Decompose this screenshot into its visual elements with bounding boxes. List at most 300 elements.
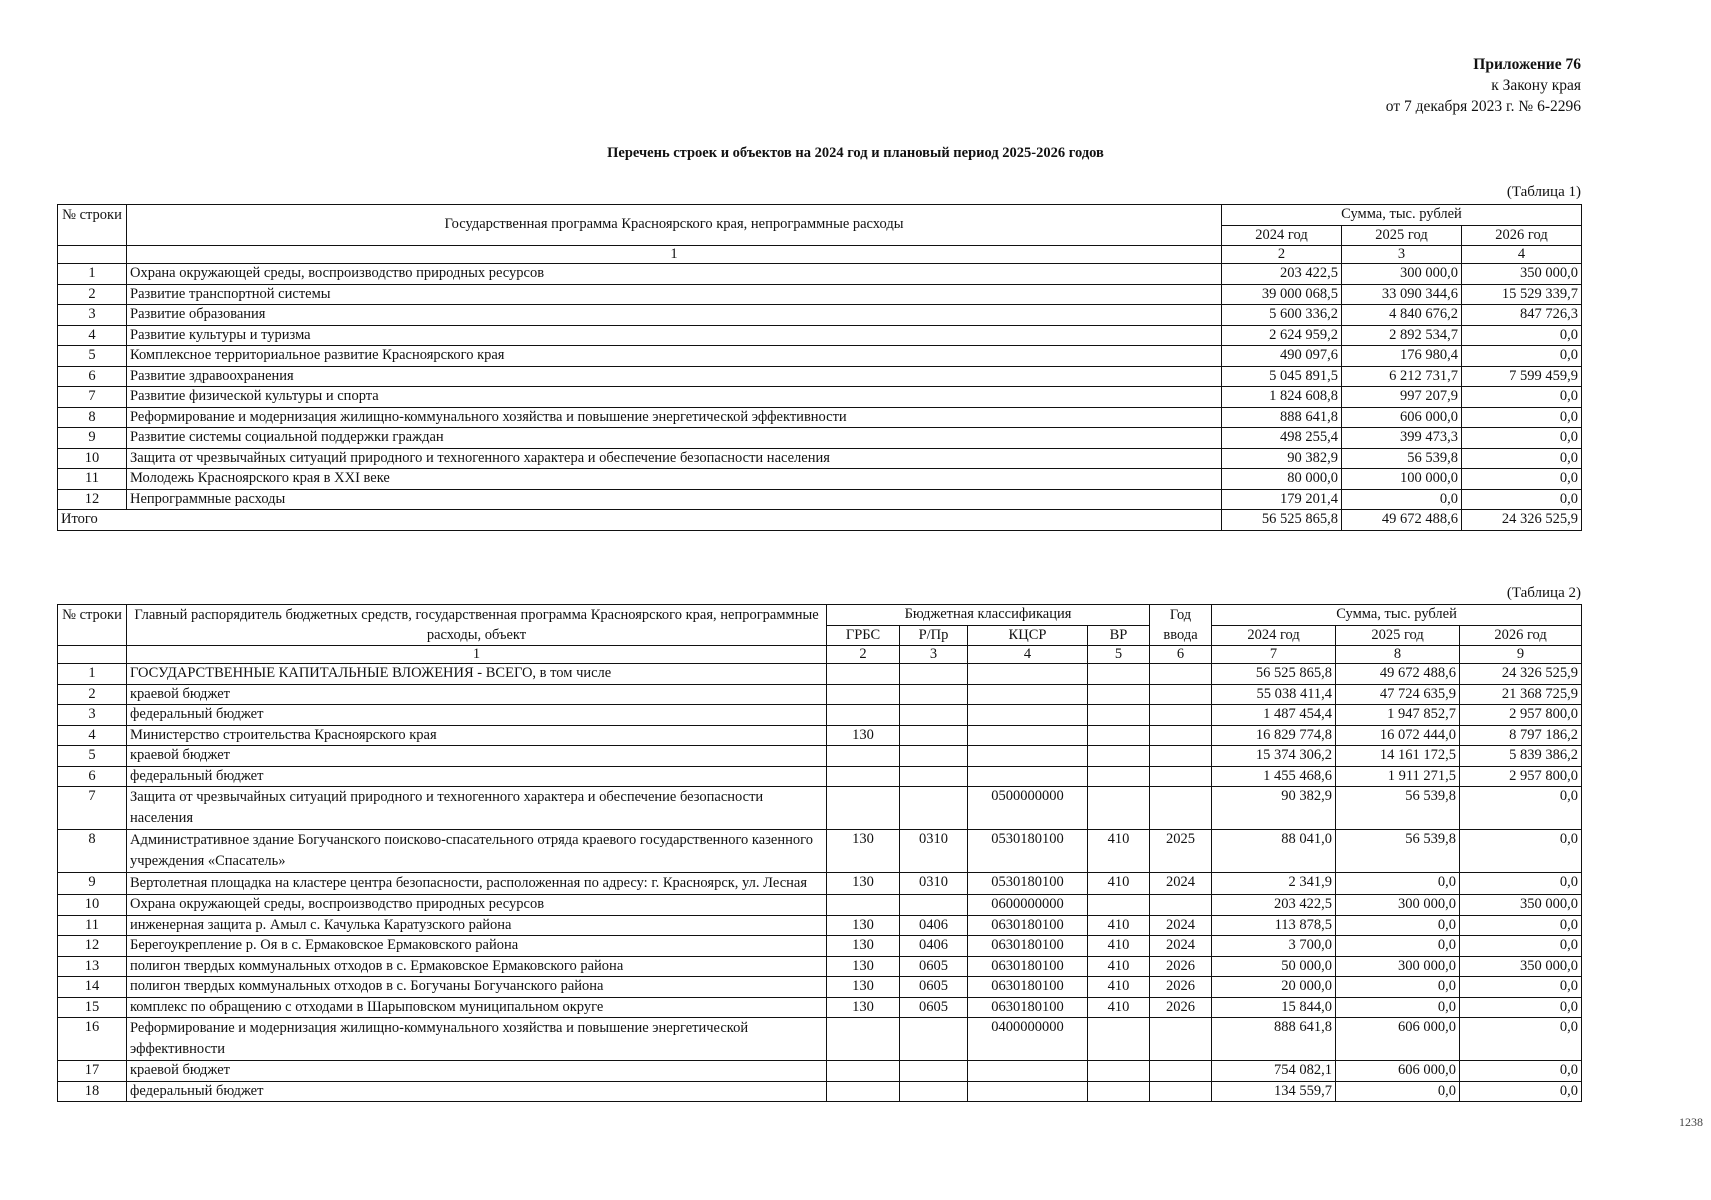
kcsr-code: 0630180100 bbox=[968, 915, 1088, 936]
sum-2025: 2 892 534,7 bbox=[1342, 325, 1462, 346]
t1-head-2025: 2025 год bbox=[1342, 225, 1462, 246]
rpr-code: 0310 bbox=[900, 873, 968, 895]
row-number: 18 bbox=[58, 1081, 127, 1102]
sum-2024: 5 045 891,5 bbox=[1222, 366, 1342, 387]
row-number: 1 bbox=[58, 264, 127, 285]
commission-year bbox=[1150, 684, 1212, 705]
sum-2025: 16 072 444,0 bbox=[1336, 725, 1460, 746]
row-number: 10 bbox=[58, 895, 127, 916]
program-name: Развитие физической культуры и спорта bbox=[127, 387, 1222, 408]
object-name: ГОСУДАРСТВЕННЫЕ КАПИТАЛЬНЫЕ ВЛОЖЕНИЯ - ВСЕГО, в том числе bbox=[127, 664, 827, 685]
rpr-code bbox=[900, 766, 968, 787]
t1-total-label: Итого bbox=[58, 510, 1222, 531]
sum-2024: 16 829 774,8 bbox=[1212, 725, 1336, 746]
table2-label: (Таблица 2) bbox=[1506, 585, 1581, 601]
sum-2026: 24 326 525,9 bbox=[1460, 664, 1582, 685]
row-number: 12 bbox=[58, 936, 127, 957]
program-name: Охрана окружающей среды, воспроизводство природных ресурсов bbox=[127, 264, 1222, 285]
vr-code: 410 bbox=[1088, 830, 1150, 873]
vr-code bbox=[1088, 1081, 1150, 1102]
sum-2025: 606 000,0 bbox=[1342, 407, 1462, 428]
sum-2024: 55 038 411,4 bbox=[1212, 684, 1336, 705]
row-number: 8 bbox=[58, 830, 127, 873]
vr-code: 410 bbox=[1088, 873, 1150, 895]
sum-2026: 8 797 186,2 bbox=[1460, 725, 1582, 746]
rpr-code bbox=[900, 746, 968, 767]
t2-head-sum: Сумма, тыс. рублей bbox=[1212, 605, 1582, 626]
commission-year bbox=[1150, 1081, 1212, 1102]
sum-2026: 350 000,0 bbox=[1460, 895, 1582, 916]
row-number: 8 bbox=[58, 407, 127, 428]
sum-2025: 0,0 bbox=[1336, 915, 1460, 936]
row-number: 7 bbox=[58, 787, 127, 830]
row-number: 17 bbox=[58, 1061, 127, 1082]
t1-total-2026: 24 326 525,9 bbox=[1462, 510, 1582, 531]
rpr-code: 0605 bbox=[900, 977, 968, 998]
commission-year bbox=[1150, 746, 1212, 767]
sum-2026: 0,0 bbox=[1460, 936, 1582, 957]
row-number: 5 bbox=[58, 346, 127, 367]
commission-year bbox=[1150, 725, 1212, 746]
kcsr-code: 0630180100 bbox=[968, 936, 1088, 957]
vr-code bbox=[1088, 766, 1150, 787]
object-name: полигон твердых коммунальных отходов в с. Ермаковское Ермаковского района bbox=[127, 956, 827, 977]
vr-code: 410 bbox=[1088, 977, 1150, 998]
t1-colnum: 4 bbox=[1462, 246, 1582, 264]
t1-head-2026: 2026 год bbox=[1462, 225, 1582, 246]
grbs-code: 130 bbox=[827, 936, 900, 957]
grbs-code: 130 bbox=[827, 725, 900, 746]
t2-head-2025: 2025 год bbox=[1336, 625, 1460, 646]
table-row bbox=[58, 469, 1582, 490]
sum-2026: 0,0 bbox=[1460, 830, 1582, 873]
sum-2025: 606 000,0 bbox=[1336, 1018, 1460, 1061]
sum-2024: 1 455 468,6 bbox=[1212, 766, 1336, 787]
table-row bbox=[58, 366, 1582, 387]
vr-code: 410 bbox=[1088, 997, 1150, 1018]
object-name: Реформирование и модернизация жилищно-коммунального хозяйства и повышение энергетической эффективности bbox=[127, 1018, 827, 1061]
sum-2025: 100 000,0 bbox=[1342, 469, 1462, 490]
sum-2026: 0,0 bbox=[1462, 469, 1582, 490]
row-number: 2 bbox=[58, 284, 127, 305]
commission-year bbox=[1150, 787, 1212, 830]
sum-2026: 0,0 bbox=[1460, 997, 1582, 1018]
table-row bbox=[58, 977, 1582, 998]
row-number: 12 bbox=[58, 489, 127, 510]
sum-2024: 498 255,4 bbox=[1222, 428, 1342, 449]
row-number: 3 bbox=[58, 305, 127, 326]
sum-2026: 15 529 339,7 bbox=[1462, 284, 1582, 305]
kcsr-code bbox=[968, 725, 1088, 746]
kcsr-code bbox=[968, 1081, 1088, 1102]
sum-2024: 88 041,0 bbox=[1212, 830, 1336, 873]
sum-2025: 56 539,8 bbox=[1336, 830, 1460, 873]
table-row bbox=[58, 264, 1582, 285]
sum-2026: 0,0 bbox=[1462, 325, 1582, 346]
kcsr-code bbox=[968, 664, 1088, 685]
table-row bbox=[58, 305, 1582, 326]
row-number: 15 bbox=[58, 997, 127, 1018]
table-row bbox=[58, 448, 1582, 469]
row-number: 4 bbox=[58, 725, 127, 746]
t2-colnum: 2 bbox=[827, 646, 900, 664]
t1-head-num: № строки bbox=[58, 205, 127, 246]
appendix-number: Приложение 76 bbox=[1473, 56, 1581, 73]
t2-colnum: 3 bbox=[900, 646, 968, 664]
sum-2026: 0,0 bbox=[1460, 915, 1582, 936]
t2-head-2024: 2024 год bbox=[1212, 625, 1336, 646]
commission-year: 2026 bbox=[1150, 956, 1212, 977]
commission-year: 2024 bbox=[1150, 873, 1212, 895]
kcsr-code: 0600000000 bbox=[968, 895, 1088, 916]
sum-2025: 1 911 271,5 bbox=[1336, 766, 1460, 787]
sum-2024: 20 000,0 bbox=[1212, 977, 1336, 998]
t1-total-2025: 49 672 488,6 bbox=[1342, 510, 1462, 531]
grbs-code bbox=[827, 1018, 900, 1061]
t2-head-bk: Бюджетная классификация bbox=[827, 605, 1150, 626]
sum-2024: 1 824 608,8 bbox=[1222, 387, 1342, 408]
page-number: 1238 bbox=[1679, 1115, 1703, 1129]
program-name: Развитие здравоохранения bbox=[127, 366, 1222, 387]
t1-colnum bbox=[58, 246, 127, 264]
object-name: Защита от чрезвычайных ситуаций природного и техногенного характера и обеспечение безопасности населения bbox=[127, 787, 827, 830]
t2-colnum: 9 bbox=[1460, 646, 1582, 664]
t2-head-vr: ВР bbox=[1088, 625, 1150, 646]
sum-2026: 0,0 bbox=[1460, 787, 1582, 830]
t2-colnum: 4 bbox=[968, 646, 1088, 664]
grbs-code bbox=[827, 766, 900, 787]
sum-2025: 0,0 bbox=[1336, 977, 1460, 998]
sum-2026: 847 726,3 bbox=[1462, 305, 1582, 326]
t2-colnum: 8 bbox=[1336, 646, 1460, 664]
commission-year bbox=[1150, 664, 1212, 685]
sum-2024: 490 097,6 bbox=[1222, 346, 1342, 367]
vr-code: 410 bbox=[1088, 936, 1150, 957]
table-row bbox=[58, 346, 1582, 367]
t2-colnum: 1 bbox=[127, 646, 827, 664]
sum-2024: 888 641,8 bbox=[1222, 407, 1342, 428]
commission-year: 2026 bbox=[1150, 997, 1212, 1018]
grbs-code bbox=[827, 787, 900, 830]
table-row bbox=[58, 936, 1582, 957]
commission-year: 2024 bbox=[1150, 915, 1212, 936]
sum-2024: 50 000,0 bbox=[1212, 956, 1336, 977]
row-number: 3 bbox=[58, 705, 127, 726]
vr-code bbox=[1088, 705, 1150, 726]
table1-label: (Таблица 1) bbox=[1506, 184, 1581, 200]
rpr-code bbox=[900, 1018, 968, 1061]
row-number: 6 bbox=[58, 366, 127, 387]
table-row bbox=[58, 746, 1582, 767]
kcsr-code: 0630180100 bbox=[968, 997, 1088, 1018]
t2-head-num: № строки bbox=[58, 605, 127, 646]
sum-2025: 4 840 676,2 bbox=[1342, 305, 1462, 326]
commission-year bbox=[1150, 1061, 1212, 1082]
object-name: федеральный бюджет bbox=[127, 766, 827, 787]
grbs-code bbox=[827, 664, 900, 685]
object-name: краевой бюджет bbox=[127, 684, 827, 705]
t1-head-program: Государственная программа Красноярского края, непрограммные расходы bbox=[127, 205, 1222, 246]
row-number: 5 bbox=[58, 746, 127, 767]
sum-2025: 399 473,3 bbox=[1342, 428, 1462, 449]
t2-head-kcsr: КЦСР bbox=[968, 625, 1088, 646]
table-row bbox=[58, 684, 1582, 705]
sum-2026: 350 000,0 bbox=[1460, 956, 1582, 977]
sum-2025: 0,0 bbox=[1336, 936, 1460, 957]
sum-2024: 15 844,0 bbox=[1212, 997, 1336, 1018]
rpr-code bbox=[900, 725, 968, 746]
kcsr-code: 0400000000 bbox=[968, 1018, 1088, 1061]
object-name: краевой бюджет bbox=[127, 1061, 827, 1082]
sum-2024: 203 422,5 bbox=[1222, 264, 1342, 285]
grbs-code bbox=[827, 746, 900, 767]
rpr-code bbox=[900, 705, 968, 726]
kcsr-code: 0500000000 bbox=[968, 787, 1088, 830]
rpr-code: 0605 bbox=[900, 956, 968, 977]
sum-2025: 56 539,8 bbox=[1336, 787, 1460, 830]
table-row bbox=[58, 1018, 1582, 1061]
sum-2024: 15 374 306,2 bbox=[1212, 746, 1336, 767]
rpr-code: 0406 bbox=[900, 936, 968, 957]
program-name: Защита от чрезвычайных ситуаций природного и техногенного характера и обеспечение безопасности населения bbox=[127, 448, 1222, 469]
object-name: федеральный бюджет bbox=[127, 705, 827, 726]
table-row bbox=[58, 489, 1582, 510]
sum-2024: 134 559,7 bbox=[1212, 1081, 1336, 1102]
t2-colnum: 7 bbox=[1212, 646, 1336, 664]
t2-head-grbs: ГРБС bbox=[827, 625, 900, 646]
sum-2026: 0,0 bbox=[1460, 977, 1582, 998]
row-number: 11 bbox=[58, 915, 127, 936]
sum-2025: 1 947 852,7 bbox=[1336, 705, 1460, 726]
commission-year bbox=[1150, 895, 1212, 916]
sum-2025: 176 980,4 bbox=[1342, 346, 1462, 367]
t1-total-row bbox=[58, 510, 1582, 531]
t2-head-name: Главный распорядитель бюджетных средств, государственная программа Красноярского края, непрограммные расходы, объект bbox=[127, 605, 827, 646]
grbs-code bbox=[827, 895, 900, 916]
vr-code bbox=[1088, 664, 1150, 685]
grbs-code bbox=[827, 1061, 900, 1082]
sum-2025: 56 539,8 bbox=[1342, 448, 1462, 469]
kcsr-code: 0530180100 bbox=[968, 830, 1088, 873]
t1-total-2024: 56 525 865,8 bbox=[1222, 510, 1342, 531]
grbs-code: 130 bbox=[827, 997, 900, 1018]
rpr-code bbox=[900, 664, 968, 685]
table-row bbox=[58, 325, 1582, 346]
sum-2026: 5 839 386,2 bbox=[1460, 746, 1582, 767]
grbs-code: 130 bbox=[827, 873, 900, 895]
sum-2025: 0,0 bbox=[1342, 489, 1462, 510]
vr-code bbox=[1088, 895, 1150, 916]
rpr-code bbox=[900, 684, 968, 705]
sum-2025: 997 207,9 bbox=[1342, 387, 1462, 408]
grbs-code: 130 bbox=[827, 915, 900, 936]
kcsr-code: 0630180100 bbox=[968, 956, 1088, 977]
sum-2024: 3 700,0 bbox=[1212, 936, 1336, 957]
grbs-code bbox=[827, 684, 900, 705]
sum-2026: 0,0 bbox=[1460, 873, 1582, 895]
sum-2026: 0,0 bbox=[1462, 489, 1582, 510]
kcsr-code: 0530180100 bbox=[968, 873, 1088, 895]
t1-colnum: 2 bbox=[1222, 246, 1342, 264]
vr-code bbox=[1088, 1018, 1150, 1061]
sum-2024: 90 382,9 bbox=[1222, 448, 1342, 469]
commission-year: 2026 bbox=[1150, 977, 1212, 998]
sum-2025: 14 161 172,5 bbox=[1336, 746, 1460, 767]
table-row bbox=[58, 1081, 1582, 1102]
appendix-date: от 7 декабря 2023 г. № 6-2296 bbox=[1385, 98, 1581, 115]
kcsr-code bbox=[968, 1061, 1088, 1082]
t1-head-2024: 2024 год bbox=[1222, 225, 1342, 246]
document-title: Перечень строек и объектов на 2024 год и плановый период 2025-2026 годов bbox=[607, 145, 1104, 161]
sum-2026: 350 000,0 bbox=[1462, 264, 1582, 285]
object-name: Министерство строительства Красноярского края bbox=[127, 725, 827, 746]
sum-2024: 113 878,5 bbox=[1212, 915, 1336, 936]
row-number: 10 bbox=[58, 448, 127, 469]
sum-2026: 0,0 bbox=[1460, 1081, 1582, 1102]
rpr-code: 0310 bbox=[900, 830, 968, 873]
vr-code: 410 bbox=[1088, 915, 1150, 936]
rpr-code bbox=[900, 787, 968, 830]
table-row bbox=[58, 766, 1582, 787]
table-row bbox=[58, 997, 1582, 1018]
rpr-code bbox=[900, 1081, 968, 1102]
kcsr-code bbox=[968, 684, 1088, 705]
t2-head-rpr: Р/Пр bbox=[900, 625, 968, 646]
sum-2026: 0,0 bbox=[1462, 387, 1582, 408]
grbs-code: 130 bbox=[827, 830, 900, 873]
sum-2024: 80 000,0 bbox=[1222, 469, 1342, 490]
row-number: 16 bbox=[58, 1018, 127, 1061]
rpr-code bbox=[900, 1061, 968, 1082]
row-number: 6 bbox=[58, 766, 127, 787]
sum-2026: 0,0 bbox=[1460, 1018, 1582, 1061]
program-name: Развитие системы социальной поддержки граждан bbox=[127, 428, 1222, 449]
table-row bbox=[58, 428, 1582, 449]
row-number: 4 bbox=[58, 325, 127, 346]
sum-2025: 6 212 731,7 bbox=[1342, 366, 1462, 387]
row-number: 14 bbox=[58, 977, 127, 998]
table-1 bbox=[57, 204, 1582, 531]
kcsr-code bbox=[968, 766, 1088, 787]
row-number: 9 bbox=[58, 873, 127, 895]
sum-2025: 0,0 bbox=[1336, 873, 1460, 895]
object-name: краевой бюджет bbox=[127, 746, 827, 767]
table-row bbox=[58, 705, 1582, 726]
sum-2026: 0,0 bbox=[1460, 1061, 1582, 1082]
sum-2024: 1 487 454,4 bbox=[1212, 705, 1336, 726]
sum-2024: 888 641,8 bbox=[1212, 1018, 1336, 1061]
table-row bbox=[58, 956, 1582, 977]
sum-2025: 300 000,0 bbox=[1336, 956, 1460, 977]
appendix-header bbox=[1386, 54, 1581, 117]
kcsr-code: 0630180100 bbox=[968, 977, 1088, 998]
sum-2026: 0,0 bbox=[1462, 428, 1582, 449]
table-row bbox=[58, 407, 1582, 428]
kcsr-code bbox=[968, 705, 1088, 726]
t2-head-year: Год ввода bbox=[1150, 605, 1212, 646]
row-number: 2 bbox=[58, 684, 127, 705]
sum-2024: 203 422,5 bbox=[1212, 895, 1336, 916]
table-row bbox=[58, 387, 1582, 408]
sum-2024: 2 341,9 bbox=[1212, 873, 1336, 895]
sum-2025: 49 672 488,6 bbox=[1336, 664, 1460, 685]
vr-code bbox=[1088, 787, 1150, 830]
sum-2024: 90 382,9 bbox=[1212, 787, 1336, 830]
object-name: полигон твердых коммунальных отходов в с. Богучаны Богучанского района bbox=[127, 977, 827, 998]
table-row bbox=[58, 873, 1582, 895]
commission-year: 2025 bbox=[1150, 830, 1212, 873]
kcsr-code bbox=[968, 746, 1088, 767]
commission-year bbox=[1150, 705, 1212, 726]
program-name: Развитие культуры и туризма bbox=[127, 325, 1222, 346]
object-name: федеральный бюджет bbox=[127, 1081, 827, 1102]
program-name: Молодежь Красноярского края в XXI веке bbox=[127, 469, 1222, 490]
row-number: 7 bbox=[58, 387, 127, 408]
program-name: Развитие образования bbox=[127, 305, 1222, 326]
vr-code bbox=[1088, 725, 1150, 746]
object-name: Берегоукрепление р. Оя в с. Ермаковское Ермаковского района bbox=[127, 936, 827, 957]
t2-colnum bbox=[58, 646, 127, 664]
program-name: Комплексное территориальное развитие Красноярского края bbox=[127, 346, 1222, 367]
table-row bbox=[58, 830, 1582, 873]
commission-year: 2024 bbox=[1150, 936, 1212, 957]
t2-head-2026: 2026 год bbox=[1460, 625, 1582, 646]
sum-2025: 300 000,0 bbox=[1336, 895, 1460, 916]
grbs-code bbox=[827, 1081, 900, 1102]
vr-code bbox=[1088, 684, 1150, 705]
object-name: Вертолетная площадка на кластере центра безопасности, расположенная по адресу: г. Красноярск, ул. Лесная bbox=[127, 873, 827, 895]
table-row bbox=[58, 664, 1582, 685]
sum-2026: 7 599 459,9 bbox=[1462, 366, 1582, 387]
grbs-code bbox=[827, 705, 900, 726]
sum-2025: 47 724 635,9 bbox=[1336, 684, 1460, 705]
object-name: Административное здание Богучанского поисково-спасательного отряда краевого государственного казенного учреждения «Спасатель» bbox=[127, 830, 827, 873]
vr-code bbox=[1088, 746, 1150, 767]
t1-colnum: 1 bbox=[127, 246, 1222, 264]
sum-2026: 0,0 bbox=[1462, 448, 1582, 469]
row-number: 9 bbox=[58, 428, 127, 449]
sum-2026: 2 957 800,0 bbox=[1460, 705, 1582, 726]
object-name: Охрана окружающей среды, воспроизводство природных ресурсов bbox=[127, 895, 827, 916]
table-row bbox=[58, 284, 1582, 305]
sum-2025: 606 000,0 bbox=[1336, 1061, 1460, 1082]
sum-2025: 0,0 bbox=[1336, 997, 1460, 1018]
commission-year bbox=[1150, 1018, 1212, 1061]
sum-2026: 0,0 bbox=[1462, 407, 1582, 428]
vr-code bbox=[1088, 1061, 1150, 1082]
sum-2025: 0,0 bbox=[1336, 1081, 1460, 1102]
table-row bbox=[58, 895, 1582, 916]
object-name: комплекс по обращению с отходами в Шарыповском муниципальном округе bbox=[127, 997, 827, 1018]
sum-2025: 300 000,0 bbox=[1342, 264, 1462, 285]
appendix-law: к Закону края bbox=[1491, 77, 1581, 94]
t2-colnum: 6 bbox=[1150, 646, 1212, 664]
row-number: 1 bbox=[58, 664, 127, 685]
grbs-code: 130 bbox=[827, 956, 900, 977]
rpr-code: 0605 bbox=[900, 997, 968, 1018]
t2-colnum: 5 bbox=[1088, 646, 1150, 664]
row-number: 13 bbox=[58, 956, 127, 977]
t1-colnum: 3 bbox=[1342, 246, 1462, 264]
table-row bbox=[58, 1061, 1582, 1082]
vr-code: 410 bbox=[1088, 956, 1150, 977]
table-row bbox=[58, 725, 1582, 746]
table-row bbox=[58, 915, 1582, 936]
grbs-code: 130 bbox=[827, 977, 900, 998]
t1-head-sum: Сумма, тыс. рублей bbox=[1222, 205, 1582, 226]
sum-2024: 179 201,4 bbox=[1222, 489, 1342, 510]
rpr-code: 0406 bbox=[900, 915, 968, 936]
